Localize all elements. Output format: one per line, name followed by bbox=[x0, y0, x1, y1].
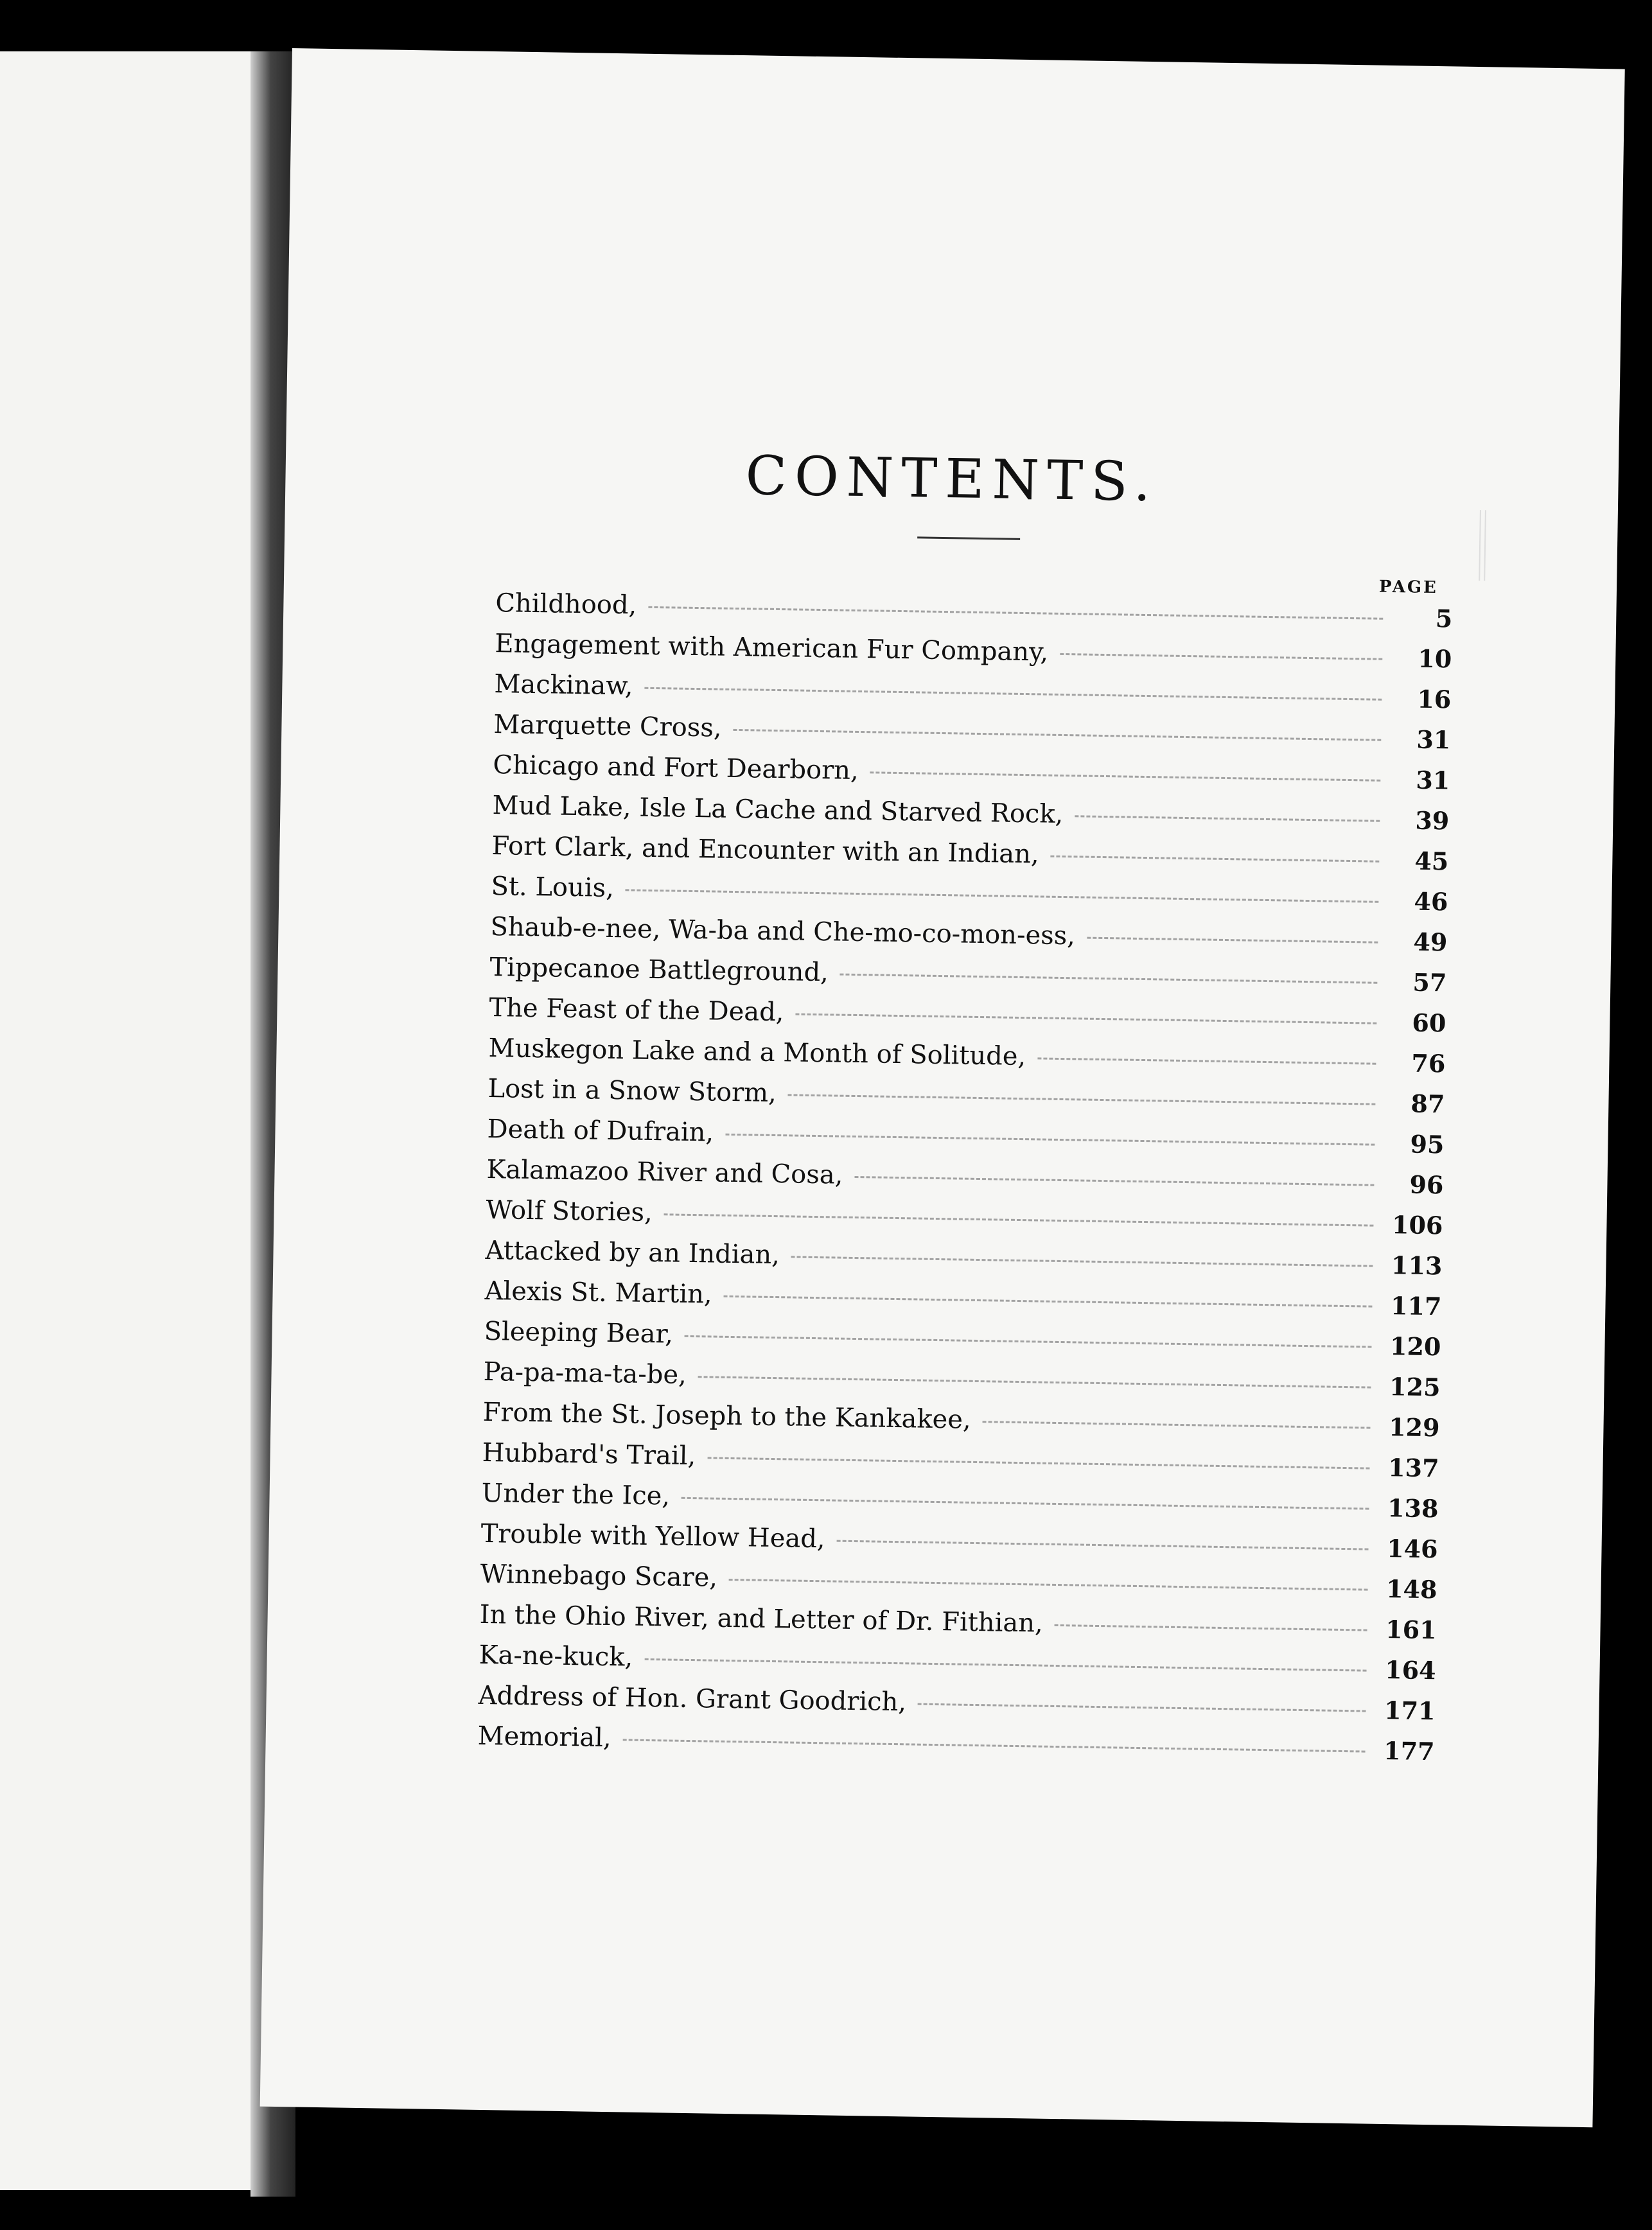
dot-leader bbox=[733, 729, 1381, 741]
toc-entry-page: 125 bbox=[1389, 1372, 1441, 1402]
dot-leader bbox=[837, 1540, 1369, 1550]
toc-entry-page: 16 bbox=[1417, 684, 1452, 714]
toc-entry-title: Ka-ne-kuck, bbox=[479, 1640, 633, 1672]
toc-entry-title: Engagement with American Fur Company, bbox=[495, 629, 1049, 667]
dot-leader bbox=[698, 1376, 1371, 1388]
toc-entry-title: Memorial, bbox=[477, 1721, 612, 1753]
toc-entry-page: 49 bbox=[1413, 927, 1448, 957]
toc-entry-page: 57 bbox=[1412, 967, 1447, 997]
dot-leader bbox=[664, 1213, 1374, 1226]
toc-entry-title: Lost in a Snow Storm, bbox=[488, 1073, 777, 1109]
facing-page bbox=[0, 51, 270, 2190]
toc-entry-title: Attacked by an Indian, bbox=[485, 1235, 780, 1270]
toc-entry-title: Alexis St. Martin, bbox=[484, 1276, 713, 1310]
dot-leader bbox=[840, 974, 1378, 984]
toc-entry-page: 5 bbox=[1435, 604, 1453, 633]
page-title: CONTENTS. bbox=[744, 444, 1159, 514]
toc-entry-title: Chicago and Fort Dearborn, bbox=[493, 750, 859, 786]
toc-entry-title: Sleeping Bear, bbox=[484, 1316, 674, 1349]
toc-entry-title: Mud Lake, Isle La Cache and Starved Rock, bbox=[492, 791, 1064, 829]
toc-entry-title: Death of Dufrain, bbox=[487, 1114, 714, 1148]
dot-leader bbox=[626, 889, 1379, 902]
show-through-mark bbox=[1479, 510, 1486, 581]
toc-entry-page: 146 bbox=[1386, 1534, 1438, 1564]
toc-entry-title: Tippecanoe Battleground, bbox=[489, 953, 829, 988]
dot-leader bbox=[1037, 1057, 1376, 1064]
toc-entry-title: Address of Hon. Grant Goodrich, bbox=[478, 1680, 907, 1717]
toc-entry-page: 31 bbox=[1416, 765, 1450, 795]
dot-leader bbox=[644, 1658, 1366, 1672]
toc-entry-page: 95 bbox=[1410, 1129, 1445, 1159]
dot-leader bbox=[1075, 815, 1380, 821]
dot-leader bbox=[707, 1457, 1369, 1469]
dot-leader bbox=[918, 1703, 1366, 1712]
dot-leader bbox=[724, 1295, 1373, 1308]
toc-entry-page: 45 bbox=[1414, 846, 1449, 876]
toc-entry-page: 113 bbox=[1391, 1251, 1443, 1281]
toc-entry-page: 96 bbox=[1409, 1170, 1444, 1200]
dot-leader bbox=[795, 1013, 1376, 1024]
dot-leader bbox=[648, 606, 1383, 620]
toc-entry-page: 120 bbox=[1389, 1331, 1441, 1362]
page-column-header: PAGE bbox=[1378, 577, 1439, 598]
dot-leader bbox=[1087, 937, 1378, 944]
toc-entry-page: 164 bbox=[1384, 1655, 1436, 1685]
dot-leader bbox=[623, 1739, 1366, 1752]
dot-leader bbox=[870, 771, 1381, 781]
dot-leader bbox=[1060, 653, 1382, 660]
toc-entry-title: Muskegon Lake and a Month of Solitude, bbox=[488, 1033, 1026, 1072]
dot-leader bbox=[1055, 1624, 1367, 1631]
dot-leader bbox=[725, 1134, 1375, 1146]
toc-entry-title: St. Louis, bbox=[491, 872, 615, 904]
dot-leader bbox=[644, 687, 1382, 701]
toc-entry-page: 148 bbox=[1385, 1574, 1437, 1604]
dot-leader bbox=[788, 1094, 1376, 1105]
toc-entry-page: 177 bbox=[1383, 1736, 1435, 1766]
toc-entry-title: Under the Ice, bbox=[481, 1478, 671, 1511]
toc-entry-page: 117 bbox=[1390, 1291, 1442, 1321]
toc-entry-page: 171 bbox=[1384, 1696, 1436, 1726]
dot-leader bbox=[729, 1579, 1368, 1591]
toc-entry-page: 129 bbox=[1388, 1412, 1440, 1443]
toc-entry-title: Kalamazoo River and Cosa, bbox=[486, 1154, 843, 1190]
dot-leader bbox=[1051, 856, 1380, 863]
dot-leader bbox=[685, 1335, 1372, 1348]
toc-entry-title: Trouble with Yellow Head, bbox=[480, 1518, 825, 1554]
dot-leader bbox=[681, 1497, 1369, 1510]
toc-entry-title: Wolf Stories, bbox=[486, 1195, 653, 1228]
dot-leader bbox=[983, 1421, 1371, 1428]
toc-entry-page: 60 bbox=[1412, 1008, 1446, 1038]
toc-entry-page: 106 bbox=[1391, 1210, 1443, 1240]
toc-entry-title: Fort Clark, and Encounter with an Indian, bbox=[491, 831, 1040, 870]
toc-entry-title: Shaub-e-nee, Wa-ba and Che-mo-co-mon-ess, bbox=[490, 912, 1076, 951]
contents-page bbox=[260, 48, 1625, 2127]
toc-entry-page: 137 bbox=[1387, 1453, 1439, 1483]
toc-entry-page: 138 bbox=[1387, 1493, 1439, 1523]
toc-entry-page: 161 bbox=[1385, 1615, 1437, 1645]
toc-entry-title: Pa-pa-ma-ta-be, bbox=[483, 1356, 687, 1390]
dot-leader bbox=[854, 1176, 1374, 1186]
dot-leader bbox=[791, 1256, 1373, 1267]
toc-entry-page: 87 bbox=[1410, 1089, 1445, 1119]
toc-entry-title: Hubbard's Trail, bbox=[482, 1437, 696, 1471]
toc-entry-page: 10 bbox=[1418, 644, 1452, 674]
table-of-contents bbox=[477, 578, 1453, 1766]
toc-entry-title: In the Ohio River, and Letter of Dr. Fithian, bbox=[479, 1599, 1044, 1638]
title-divider bbox=[917, 536, 1020, 540]
toc-entry-title: Winnebago Scare, bbox=[480, 1559, 718, 1593]
toc-entry-page: 46 bbox=[1414, 886, 1448, 917]
toc-entry-title: Childhood, bbox=[495, 588, 637, 620]
toc-entry-title: The Feast of the Dead, bbox=[489, 993, 784, 1028]
toc-entry-title: From the St. Joseph to the Kankakee, bbox=[482, 1397, 972, 1435]
toc-entry-page: 31 bbox=[1416, 724, 1451, 755]
toc-entry-page: 39 bbox=[1415, 805, 1450, 836]
toc-entry-page: 76 bbox=[1411, 1048, 1446, 1078]
toc-entry-title: Mackinaw, bbox=[494, 669, 633, 701]
toc-entry-title: Marquette Cross, bbox=[493, 710, 722, 743]
